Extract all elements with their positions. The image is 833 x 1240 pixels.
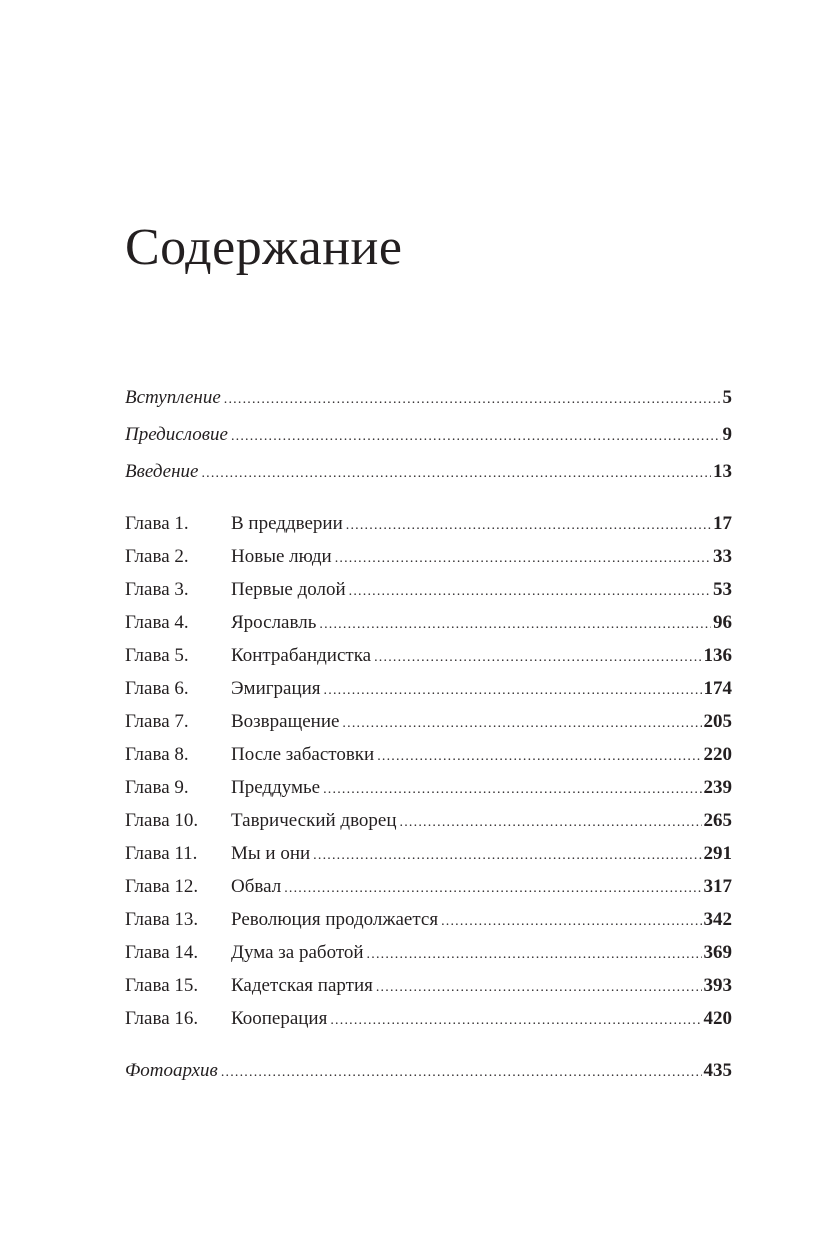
entry-title: Дума за работой	[231, 942, 364, 963]
chapter-label: Глава 15.	[125, 975, 199, 996]
toc-entry-front[interactable]	[125, 383, 732, 413]
dot-leader	[323, 775, 701, 805]
dot-leader	[319, 610, 711, 640]
chapter-label: Глава 6.	[125, 678, 189, 699]
entry-title: Возвращение	[231, 711, 340, 732]
entry-title: Таврический дворец	[231, 810, 397, 831]
chapter-label: Глава 10.	[125, 810, 199, 831]
entry-title: Ярославль	[231, 612, 317, 633]
dot-leader	[374, 643, 701, 673]
dot-leader	[400, 808, 702, 838]
entry-title: Контрабандистка	[231, 645, 372, 666]
chapter-label: Глава 2.	[125, 546, 189, 567]
toc-entry-chapter[interactable]	[125, 707, 732, 737]
page-title: Содержание	[125, 219, 403, 276]
page-number: 317	[703, 876, 732, 897]
entry-title: Мы и они	[231, 843, 311, 864]
toc-entry-chapter[interactable]	[125, 542, 732, 572]
chapter-label: Глава 12.	[125, 876, 199, 897]
dot-leader	[224, 385, 721, 415]
toc-entry-chapter[interactable]	[125, 971, 732, 1001]
dot-leader	[441, 907, 701, 937]
dot-leader	[349, 577, 711, 607]
toc-entry-chapter[interactable]	[125, 608, 732, 638]
dot-leader	[367, 940, 702, 970]
dot-leader	[346, 511, 711, 541]
dot-leader	[201, 459, 711, 489]
page-number: 53	[713, 579, 732, 600]
toc-entry-chapter[interactable]	[125, 773, 732, 803]
dot-leader	[335, 544, 711, 574]
entry-title: Кооперация	[231, 1008, 328, 1029]
entry-title: Преддумье	[231, 777, 321, 798]
page-number: 291	[703, 843, 732, 864]
page-number: 9	[722, 424, 732, 445]
dot-leader	[313, 841, 701, 871]
toc-entry-chapter[interactable]	[125, 806, 732, 836]
chapter-label: Глава 5.	[125, 645, 189, 666]
toc-entry-chapter[interactable]	[125, 740, 732, 770]
toc-entry-chapter[interactable]	[125, 905, 732, 935]
entry-title: Кадетская партия	[231, 975, 373, 996]
entry-title: После забастовки	[231, 744, 375, 765]
page-number: 96	[713, 612, 732, 633]
dot-leader	[221, 1058, 702, 1088]
chapter-label: Глава 14.	[125, 942, 199, 963]
toc-entry-chapter[interactable]	[125, 938, 732, 968]
toc-entry-chapter[interactable]	[125, 1004, 732, 1034]
dot-leader	[342, 709, 701, 739]
chapter-label: Глава 11.	[125, 843, 198, 864]
page-number: 393	[703, 975, 732, 996]
page-number: 265	[703, 810, 732, 831]
entry-title: Эмиграция	[231, 678, 321, 699]
entry-title: Фотоархив	[125, 1060, 218, 1081]
page-number: 435	[703, 1060, 732, 1081]
entry-title: Предисловие	[125, 424, 228, 445]
toc-entry-front[interactable]	[125, 420, 732, 450]
dot-leader	[284, 874, 701, 904]
page-number: 420	[703, 1008, 732, 1029]
page-number: 33	[713, 546, 732, 567]
dot-leader	[324, 676, 702, 706]
toc-entry-chapter[interactable]	[125, 575, 732, 605]
entry-title: Первые долой	[231, 579, 346, 600]
page-number: 239	[703, 777, 732, 798]
chapter-label: Глава 8.	[125, 744, 189, 765]
toc-entry-back[interactable]	[125, 1056, 732, 1086]
entry-title: Вступление	[125, 387, 221, 408]
dot-leader	[330, 1006, 701, 1036]
entry-title: Новые люди	[231, 546, 332, 567]
chapter-label: Глава 7.	[125, 711, 189, 732]
chapter-label: Глава 16.	[125, 1008, 199, 1029]
entry-title: В преддверии	[231, 513, 343, 534]
toc-entry-front[interactable]	[125, 457, 732, 487]
chapter-label: Глава 1.	[125, 513, 189, 534]
page-number: 369	[703, 942, 732, 963]
entry-title: Введение	[125, 461, 199, 482]
page-number: 342	[703, 909, 732, 930]
page-number: 17	[713, 513, 732, 534]
dot-leader	[231, 422, 721, 452]
page-number: 5	[722, 387, 732, 408]
entry-title: Обвал	[231, 876, 282, 897]
chapter-label: Глава 13.	[125, 909, 199, 930]
toc-entry-chapter[interactable]	[125, 674, 732, 704]
page-number: 205	[703, 711, 732, 732]
dot-leader	[377, 742, 701, 772]
toc-entry-chapter[interactable]	[125, 509, 732, 539]
dot-leader	[376, 973, 702, 1003]
page-number: 136	[703, 645, 732, 666]
toc-entry-chapter[interactable]	[125, 839, 732, 869]
page-number: 220	[703, 744, 732, 765]
toc-entry-chapter[interactable]	[125, 641, 732, 671]
page-number: 174	[703, 678, 732, 699]
toc-entry-chapter[interactable]	[125, 872, 732, 902]
chapter-label: Глава 4.	[125, 612, 189, 633]
chapter-label: Глава 9.	[125, 777, 189, 798]
page-number: 13	[713, 461, 732, 482]
chapter-label: Глава 3.	[125, 579, 189, 600]
entry-title: Революция продолжается	[231, 909, 439, 930]
